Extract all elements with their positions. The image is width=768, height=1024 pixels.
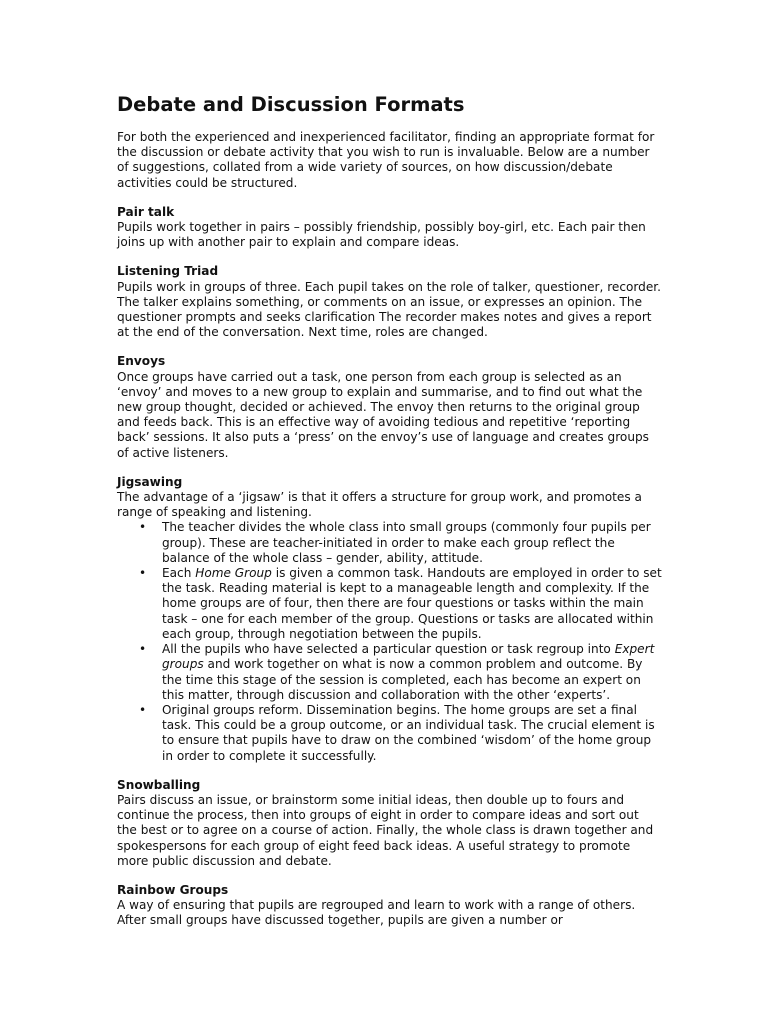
page-title: Debate and Discussion Formats xyxy=(117,93,465,116)
section-heading: Jigsawing xyxy=(117,474,183,489)
jigsaw-bullet-list xyxy=(117,520,662,763)
intro-paragraph: For both the experienced and inexperienced facilitator, finding an appropriate format for the discussion or debate activity that you wish to run is invaluable. Below are a number of suggestions, collated from a wide variety of sources, on how discussion/debate activities could be structured. xyxy=(117,130,655,190)
bullet-icon: • xyxy=(139,520,147,535)
list-item-text-end: and work together on what is now a common problem and outcome. By the time this stage of the session is completed, each has become an expert on this matter, through discussion and collaboration with the other ‘experts’. xyxy=(162,657,643,702)
bullet-icon: • xyxy=(139,566,147,581)
section-pair-talk xyxy=(117,205,662,251)
section-body: Once groups have carried out a task, one person from each group is selected as an ‘envoy’ and moves to a new group to explain and summarise, and to find out what the new group thought, decided or achieved. The envoy then returns to the original group and feeds back. This is an effective way of avoiding tedious and repetitive ‘reporting back’ sessions. It also puts a ‘press’ on the envoy’s use of language and creates groups of active listeners. xyxy=(117,369,649,460)
section-body: Pairs discuss an issue, or brainstorm some initial ideas, then double up to fours and continue the process, then into groups of eight in order to compare ideas and sort out the best or to agree on a course of action. Finally, the whole class is drawn together and spokespersons for each group of eight feed back ideas. A useful strategy to promote more public discussion and debate. xyxy=(117,792,654,868)
list-item-text-start: All the pupils who have selected a particular question or task regroup into xyxy=(162,642,615,657)
bullet-icon: • xyxy=(139,642,147,657)
document-page xyxy=(117,92,662,929)
list-item-text-start: Each xyxy=(162,566,196,581)
list-item-text: Original groups reform. Dissemination begins. The home groups are set a final task. This could be a group outcome, or an individual task. The crucial element is to ensure that pupils have to draw on the combined ‘wisdom’ of the home group in order to complete it successfully. xyxy=(162,702,655,763)
list-item-text: The teacher divides the whole class into small groups (commonly four pupils per group). These are teacher-initiated in order to make each group reflect the balance of the whole class – gender, ability, attitude. xyxy=(162,520,651,565)
list-item-emphasis: Home Group xyxy=(195,566,272,581)
list-item-text-end: is given a common task. Handouts are employed in order to set the task. Reading material is kept to a manageable length and complexity. If the home groups are of four, then there are four questions or tasks within the main task – one for each member of the group. Questions or tasks are allocated within each group, through negotiation between the pupils. xyxy=(162,566,662,641)
section-heading: Envoys xyxy=(117,354,166,369)
section-jigsawing xyxy=(117,475,662,764)
section-body: Pupils work together in pairs – possibly friendship, possibly boy-girl, etc. Each pair then joins up with another pair to explain and compare ideas. xyxy=(117,220,646,250)
section-heading: Rainbow Groups xyxy=(117,882,229,897)
section-listening-triad xyxy=(117,264,662,340)
section-envoys xyxy=(117,354,662,460)
list-item xyxy=(117,703,662,764)
section-heading: Pair talk xyxy=(117,204,175,219)
section-rainbow-groups xyxy=(117,883,662,929)
bullet-icon: • xyxy=(139,702,147,717)
section-heading: Listening Triad xyxy=(117,264,219,279)
section-body: The advantage of a ‘jigsaw’ is that it offers a structure for group work, and promotes a range of speaking and listening. xyxy=(117,490,642,520)
list-item xyxy=(117,642,662,703)
list-item xyxy=(117,520,662,566)
section-heading: Snowballing xyxy=(117,777,201,792)
section-snowballing xyxy=(117,778,662,869)
list-item xyxy=(117,566,662,642)
section-body: Pupils work in groups of three. Each pupil takes on the role of talker, questioner, recorder. The talker explains something, or comments on an issue, or expresses an opinion. The questioner prompts and seeks clarification The recorder makes notes and gives a report at the end of the conversation. Next time, roles are changed. xyxy=(117,279,661,340)
list-item-emphasis: Expert groups xyxy=(162,642,655,672)
section-body: A way of ensuring that pupils are regrouped and learn to work with a range of others. After small groups have discussed together, pupils are given a number or xyxy=(117,898,636,928)
